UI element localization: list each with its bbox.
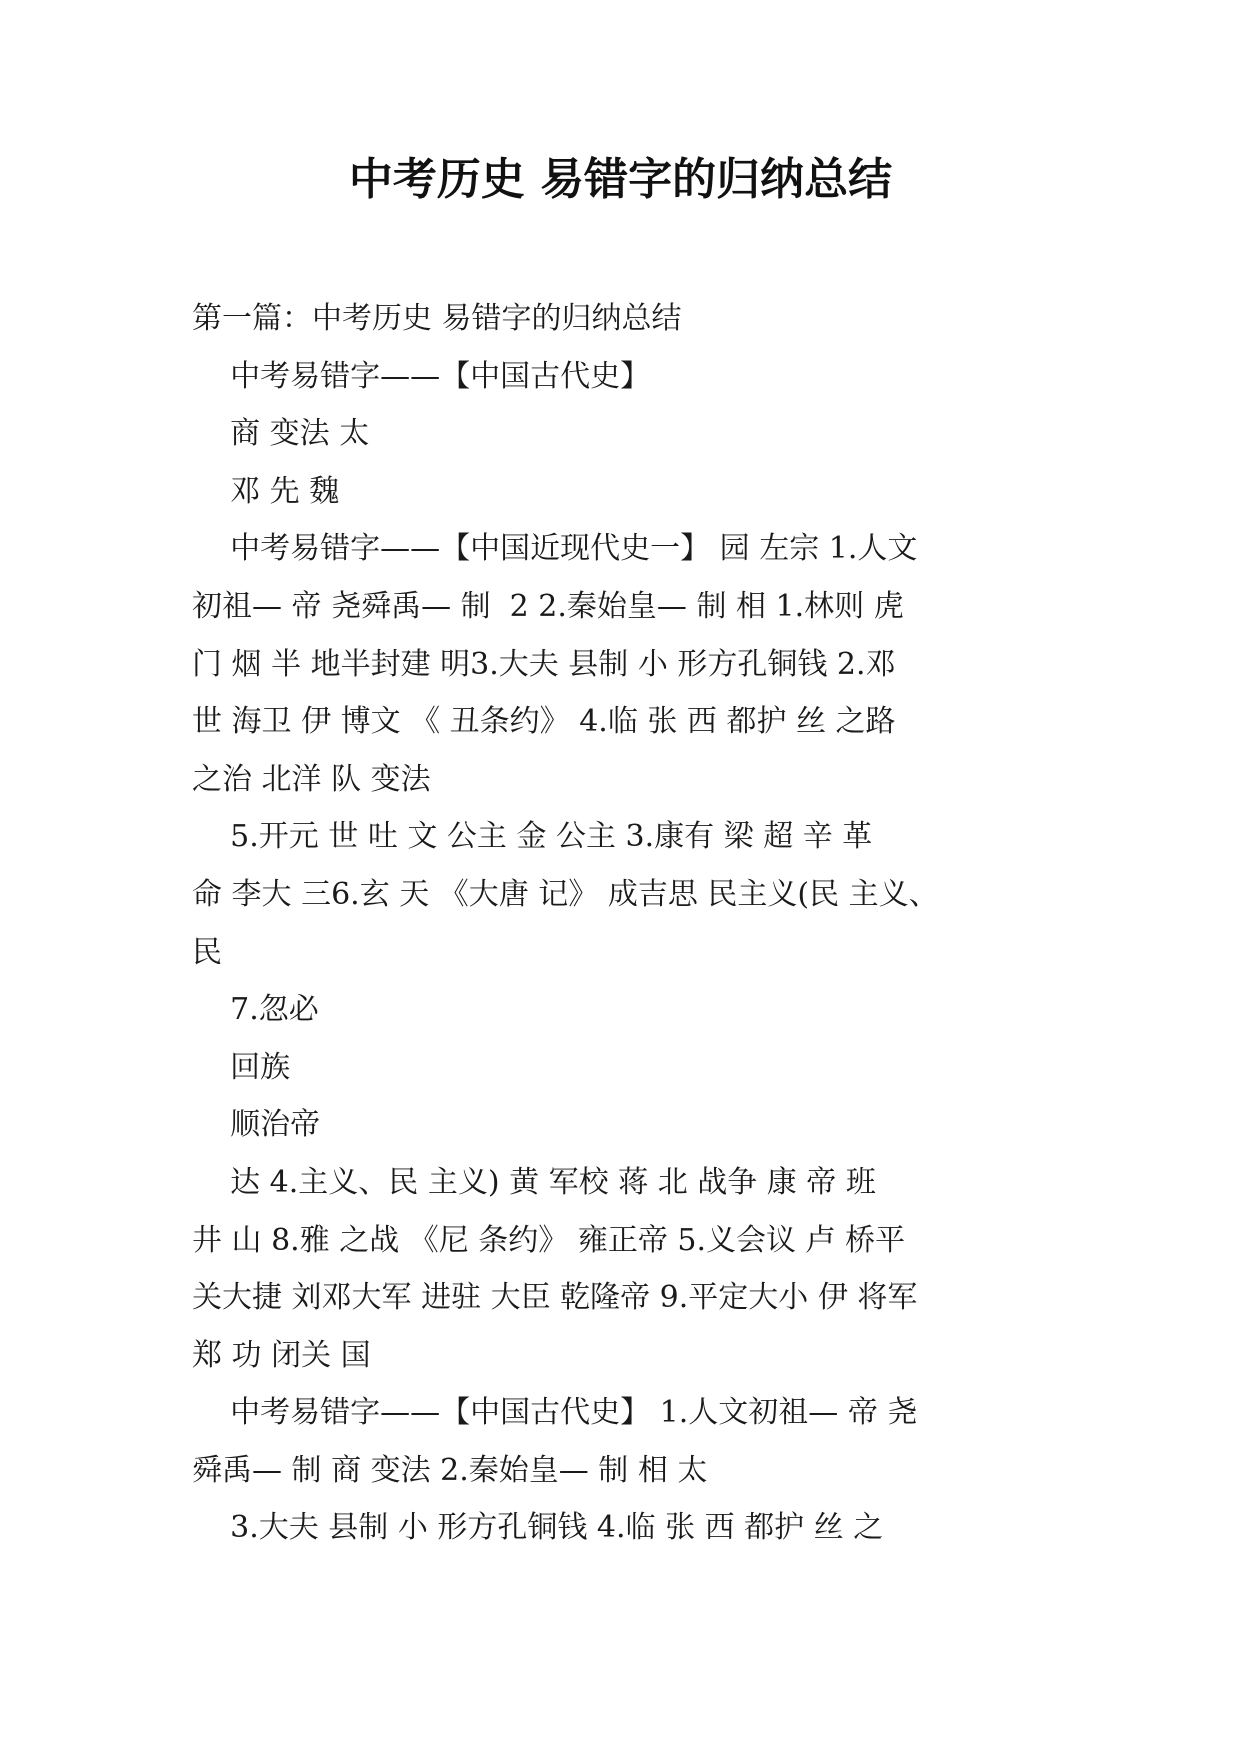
text-line: 第一篇：中考历史 易错字的归纳总结 <box>192 301 682 336</box>
text-line: 中考易错字——【中国古代史】 <box>192 358 651 394</box>
text-line: 达 4.主义、民 主义) 黄 军校 蒋 北 战争 康 帝 班 <box>192 1164 876 1200</box>
text-line: 商 变法 太 <box>192 416 370 452</box>
document-title: 中考历史 易错字的归纳总结 <box>348 154 893 205</box>
text-line: 邓 先 魏 <box>192 473 340 509</box>
text-line: 民 <box>192 934 222 970</box>
text-line: 命 李大 三6.玄 天 《大唐 记》 成吉思 民主义(民 主义、 <box>192 876 939 912</box>
text-line: 之治 北洋 队 变法 <box>192 761 431 797</box>
text-line: 门 烟 半 地半封建 明3.大夫 县制 小 形方孔铜钱 2.邓 <box>192 646 896 682</box>
document-body <box>192 290 1052 1557</box>
text-line: 舜禹— 制 商 变法 2.秦始皇— 制 相 太 <box>192 1452 708 1488</box>
text-line: 关大捷 刘邓大军 进驻 大臣 乾隆帝 9.平定大小 伊 将军 <box>192 1280 918 1316</box>
text-line: 初祖— 帝 尧舜禹— 制 2 2.秦始皇— 制 相 1.林则 虎 <box>192 588 904 624</box>
text-line: 井 山 8.雅 之战 《尼 条约》 雍正帝 5.义会议 卢 桥平 <box>192 1222 906 1258</box>
text-line: 中考易错字——【中国近现代史一】 园 左宗 1.人文 <box>192 531 918 567</box>
text-line: 7.忽必 <box>192 992 319 1028</box>
text-line: 中考易错字——【中国古代史】 1.人文初祖— 帝 尧 <box>192 1395 918 1431</box>
text-line: 顺治帝 <box>192 1107 321 1143</box>
text-line: 回族 <box>192 1049 291 1085</box>
text-line: 5.开元 世 吐 文 公主 金 公主 3.康有 梁 超 辛 革 <box>192 819 873 855</box>
text-line: 3.大夫 县制 小 形方孔铜钱 4.临 张 西 都护 丝 之 <box>192 1510 884 1546</box>
text-line: 世 海卫 伊 博文 《 丑条约》 4.临 张 西 都护 丝 之路 <box>192 704 896 740</box>
text-line: 郑 功 闭关 国 <box>192 1337 371 1373</box>
